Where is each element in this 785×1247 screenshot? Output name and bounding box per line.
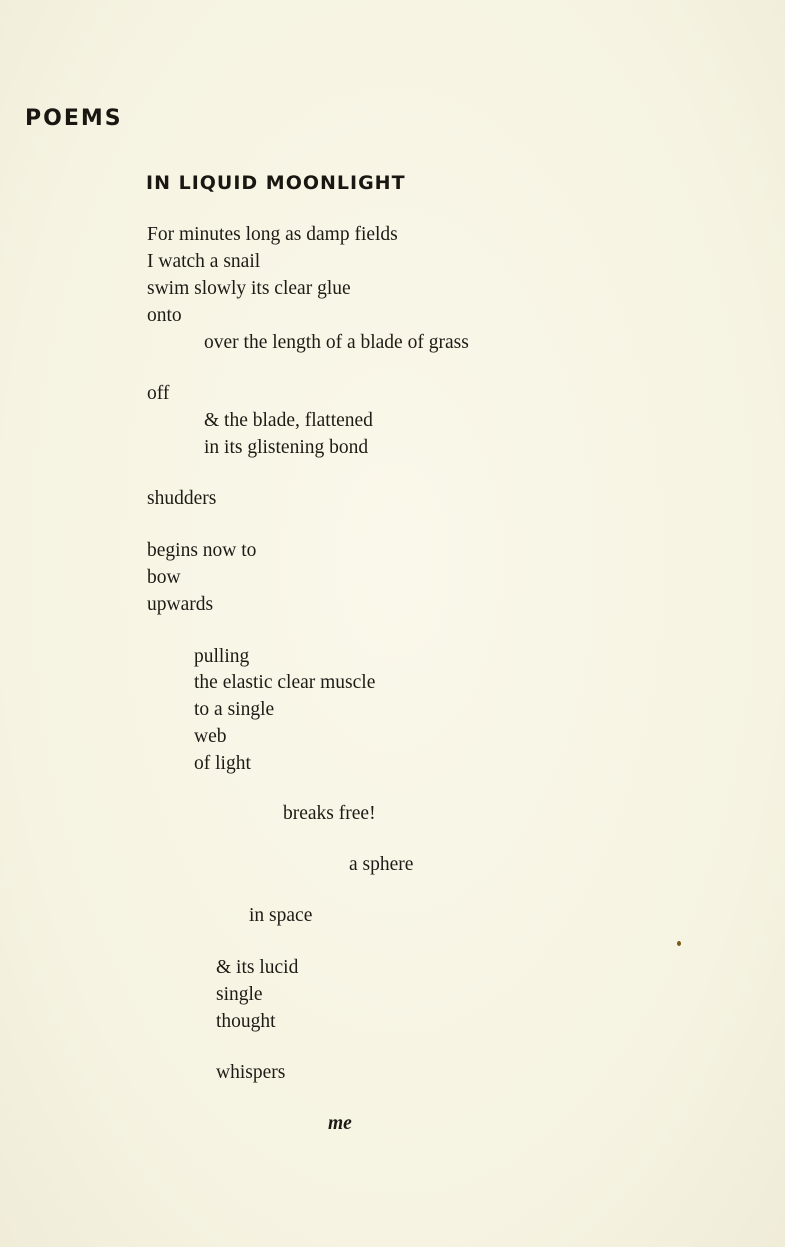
poem-line: swim slowly its clear glue bbox=[147, 278, 351, 299]
poem-line: & its lucid bbox=[216, 957, 299, 978]
poem-line: breaks free! bbox=[283, 803, 376, 824]
poem-line: me bbox=[328, 1113, 352, 1134]
poem-line: whispers bbox=[216, 1062, 286, 1083]
poem-line: over the length of a blade of grass bbox=[204, 332, 469, 353]
poem-line: begins now to bbox=[147, 540, 257, 561]
section-heading: POEMS bbox=[25, 106, 123, 131]
poem-line: I watch a snail bbox=[147, 251, 261, 272]
poem-line: thought bbox=[216, 1011, 276, 1032]
poem-line: For minutes long as damp fields bbox=[147, 224, 398, 245]
poem-line: off bbox=[147, 383, 170, 404]
poem-line: bow bbox=[147, 567, 181, 588]
poem-line: the elastic clear muscle bbox=[194, 672, 376, 693]
poem-line: onto bbox=[147, 305, 182, 326]
poem-title: IN LIQUID MOONLIGHT bbox=[146, 172, 406, 194]
poem-line: shudders bbox=[147, 488, 217, 509]
poem-line: single bbox=[216, 984, 263, 1005]
poem-line: pulling bbox=[194, 646, 250, 667]
ink-speck bbox=[677, 941, 681, 946]
poem-line: upwards bbox=[147, 594, 214, 615]
poem-line: a sphere bbox=[349, 854, 414, 875]
poem-line: in space bbox=[249, 905, 313, 926]
poem-line: & the blade, flattened bbox=[204, 410, 373, 431]
poem-line: web bbox=[194, 726, 227, 747]
poem-line: in its glistening bond bbox=[204, 437, 369, 458]
poem-line: to a single bbox=[194, 699, 275, 720]
poem-line: of light bbox=[194, 753, 251, 774]
